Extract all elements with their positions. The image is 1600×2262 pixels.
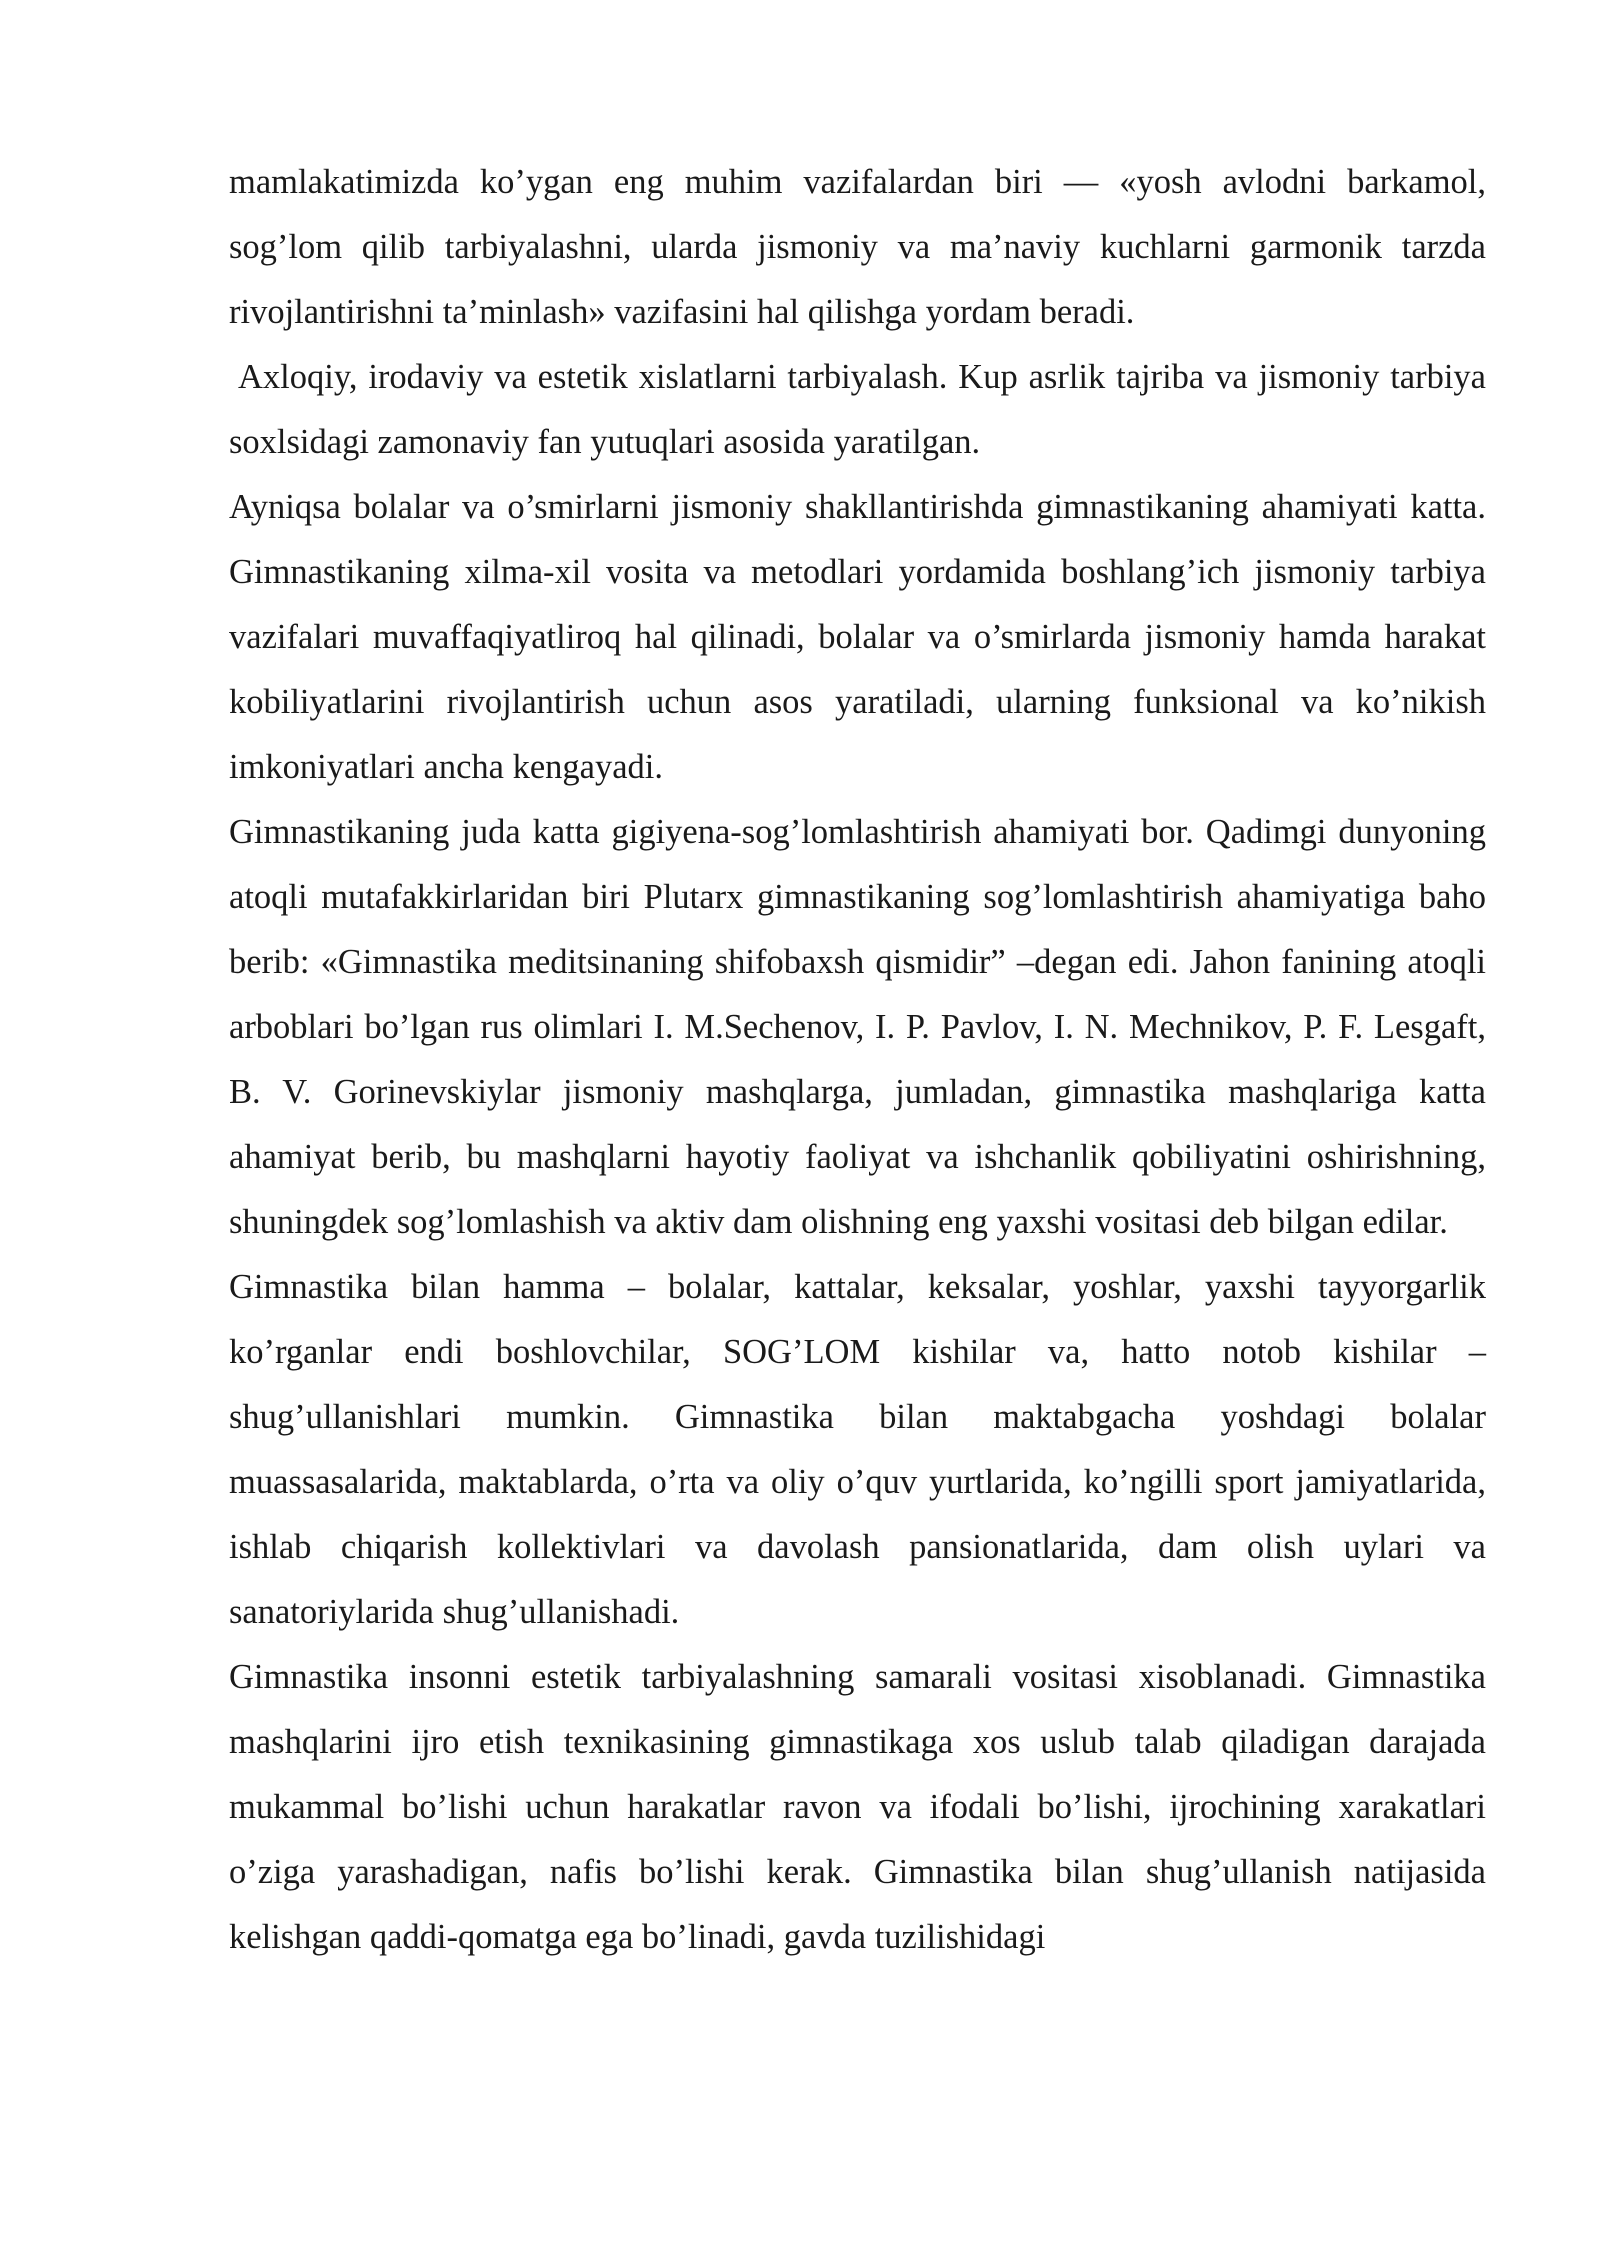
paragraph-5: Gimnastika bilan hamma – bolalar, kattalar, keksalar, yoshlar, yaxshi tayyorgarlik ko’rganlar endi boshlovchilar, SOG’LOM kishilar va, hatto notob kishilar – shug’ullanishlari mumkin. Gimnastika bilan maktabgacha yoshdagi bolalar muassasalarida, maktablarda, o’rta va oliy o’quv yurtlarida, ko’ngilli sport jamiyatlarida, ishlab chiqarish kollektivlari va davolash pansionatlarida, dam olish uylari va sanatoriylarida shug’ullanishadi. <box>229 1268 1486 1631</box>
paragraph-3: Ayniqsa bolalar va o’smirlarni jismoniy shakllantirishda gimnastikaning ahamiyati katta. Gimnastikaning xilma-xil vosita va metodlari yordamida boshlang’ich jismoniy tarbiya vazifalari muvaffaqiyatliroq hal qilinadi, bolalar va o’smirlarda jismoniy hamda harakat kobiliyatlarini rivojlantirish uchun asos yaratiladi, ularning funksional va ko’nikish imkoniyatlari ancha kengayadi. <box>229 488 1486 786</box>
paragraph-4: Gimnastikaning juda katta gigiyena-sog’lomlashtirish ahamiyati bor. Qadimgi dunyoning atoqli mutafakkirlaridan biri Plutarx gimnastikaning sog’lomlashtirish ahamiyatiga baho berib: «Gimnastika meditsinaning shifobaxsh qismidir” –degan edi. Jahon fanining atoqli arboblari bo’lgan rus olimlari I. M.Sechenov, I. P. Pavlov, I. N. Mechnikov, P. F. Lesgaft, B. V. Gorinevskiylar jismoniy mashqlarga, jumladan, gimnastika mashqlariga katta ahamiyat berib, bu mashqlarni hayotiy faoliyat va ishchanlik qobiliyatini oshirishning, shuningdek sog’lomlashish va aktiv dam olishning eng yaxshi vositasi deb bilgan edilar. <box>229 813 1486 1241</box>
paragraph-6: Gimnastika insonni estetik tarbiyalashning samarali vositasi xisoblanadi. Gimnastika mashqlarini ijro etish texnikasining gimnastikaga xos uslub talab qiladigan darajada mukammal bo’lishi uchun harakatlar ravon va ifodali bo’lishi, ijrochining xarakatlari o’ziga yarashadigan, nafis bo’lishi kerak. Gimnastika bilan shug’ullanish natijasida kelishgan qaddi-qomatga ega bo’linadi, gavda tuzilishidagi <box>229 1658 1486 1956</box>
paragraph-1: mamlakatimizda ko’ygan eng muhim vazifalardan biri — «yosh avlodni barkamol, sog’lom qilib tarbiyalashni, ularda jismoniy va ma’naviy kuchlarni garmonik tarzda rivojlantirishni ta’minlash» vazifasini hal qilishga yordam beradi. <box>229 163 1486 331</box>
body-text <box>229 150 1486 1970</box>
paragraph-2: Axloqiy, irodaviy va estetik xislatlarni tarbiyalash. Kup asrlik tajriba va jismoniy tarbiya soxlsidagi zamonaviy fan yutuqlari asosida yaratilgan. <box>229 358 1486 461</box>
